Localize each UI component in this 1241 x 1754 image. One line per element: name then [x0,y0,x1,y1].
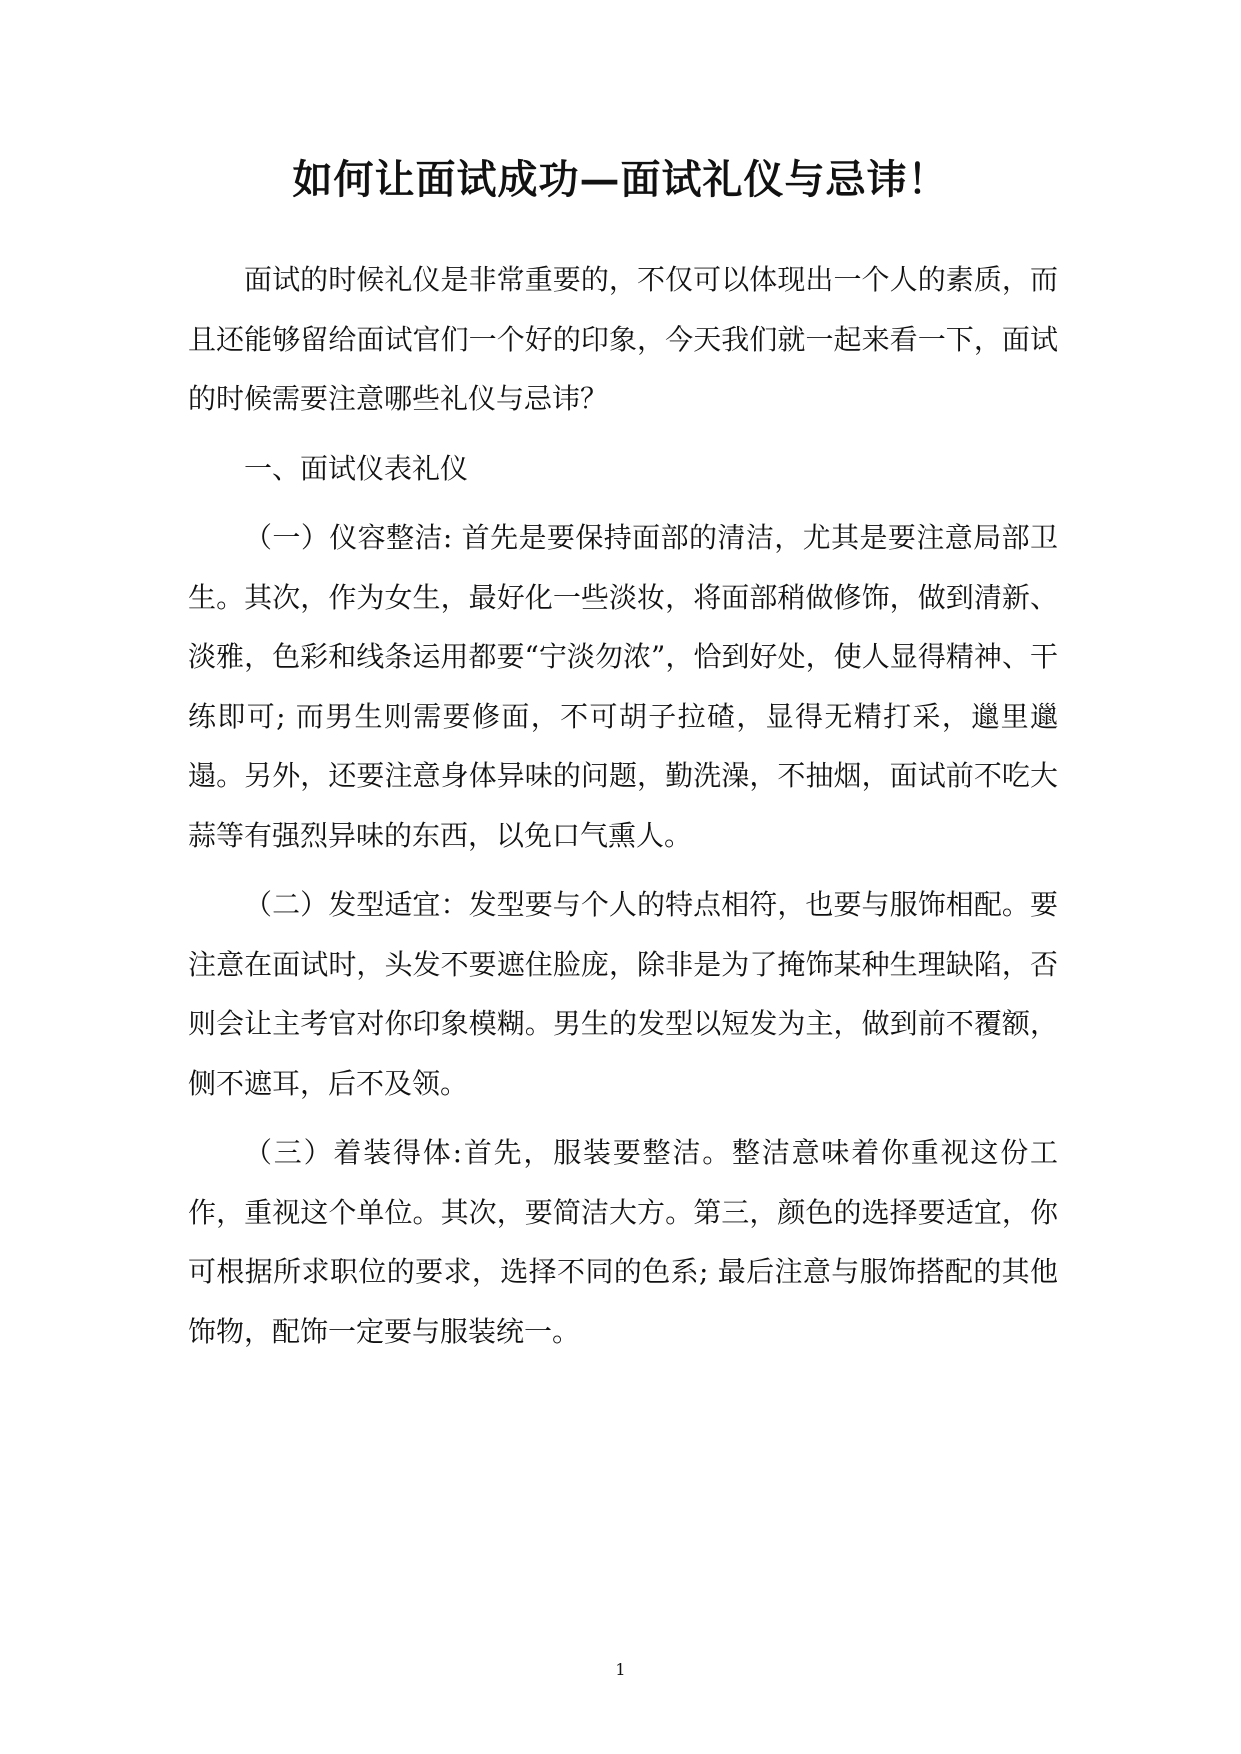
paragraph-attire: （三）着装得体:首先，服装要整洁。整洁意味着你重视这份工作，重视这个单位。其次，要简洁大方。第三，颜色的选择要适宜，你可根据所求职位的要求，选择不同的色系; 最后注意与服饰搭配的其他饰物，配饰一定要与服装统一。 [188,1136,1058,1348]
paragraph-appearance: （一）仪容整洁: 首先是要保持面部的清洁，尤其是要注意局部卫生。其次，作为女生，最好化一些淡妆，将面部稍做修饰，做到清新、淡雅，色彩和线条运用都要“宁淡勿浓”，恰到好处，使人显得精神、干练即可; 而男生则需要修面，不可胡子拉碴，显得无精打采，邋里邋遢。另外，还要注意身体异味的问题，勤洗澡，不抽烟，面试前不吃大蒜等有强烈异味的东西，以免口气熏人。 [188,521,1058,852]
document-title: 如何让面试成功—面试礼仪与忌讳！ [292,156,949,203]
intro-paragraph: 面试的时候礼仪是非常重要的，不仅可以体现出一个人的素质，而且还能够留给面试官们一个好的印象，今天我们就一起来看一下，面试的时候需要注意哪些礼仪与忌讳？ [188,263,1058,415]
section-heading: 一、面试仪表礼仪 [244,451,469,485]
document-body [188,250,1058,1371]
page-number: 1 [615,1660,626,1679]
paragraph-hairstyle: （二）发型适宜：发型要与个人的特点相符，也要与服饰相配。要注意在面试时，头发不要遮住脸庞，除非是为了掩饰某种生理缺陷，否则会让主考官对你印象模糊。男生的发型以短发为主，做到前不覆额，侧不遮耳，后不及领。 [188,888,1058,1100]
